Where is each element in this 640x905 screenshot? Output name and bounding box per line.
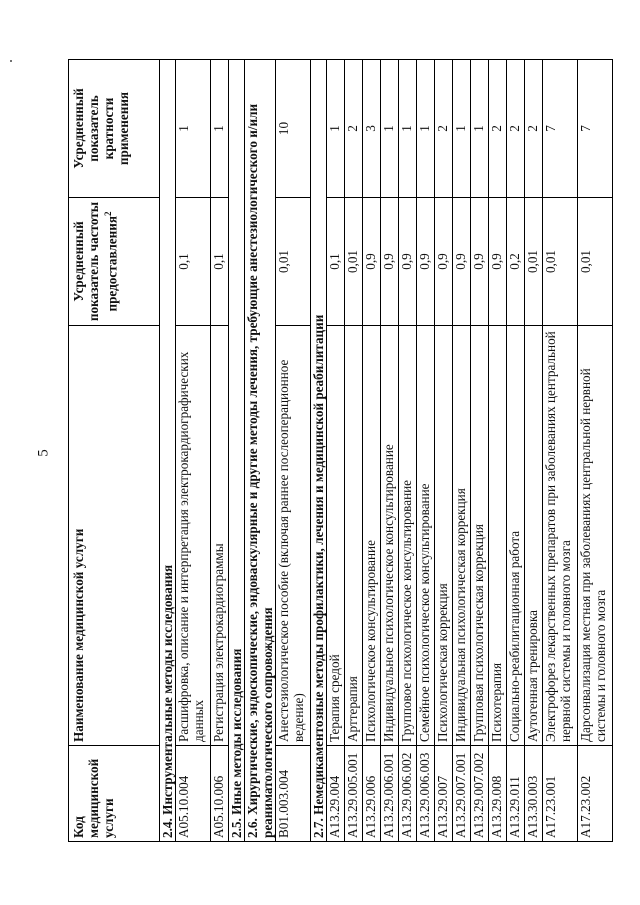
service-name: Групповое психологическое консультирование	[399, 326, 417, 746]
service-name: Регистрация электрокардиограммы	[211, 326, 229, 746]
frequency-value: 0,01	[543, 198, 578, 326]
table-row	[399, 60, 417, 842]
header-frequency-footnote: 2	[103, 211, 113, 216]
multiplicity-value: 2	[435, 60, 453, 198]
frequency-value: 0,01	[345, 198, 363, 326]
multiplicity-value: 1	[381, 60, 399, 198]
page-number: 5	[35, 449, 52, 457]
header-name: Наименование медицинской услуги	[69, 326, 160, 746]
service-name: Семейное психологическое консультирование	[417, 326, 435, 746]
service-code: A13.29.007	[435, 746, 453, 842]
service-name: Электрофорез лекарственных препаратов при заболеваниях центральной нервной системы и головного мозга	[543, 326, 578, 746]
multiplicity-value: 1	[327, 60, 345, 198]
multiplicity-value: 3	[363, 60, 381, 198]
header-multiplicity: Усредненный показатель кратности применения	[69, 60, 160, 198]
service-name: Аутогенная тренировка	[525, 326, 543, 746]
table-body	[160, 60, 613, 842]
service-name: Терапия средой	[327, 326, 345, 746]
service-name: Расшифровка, описание и интерпретация электрокардиографических данных	[176, 326, 211, 746]
table-row	[453, 60, 471, 842]
table-header-row	[69, 60, 160, 842]
rotated-page-content	[68, 60, 622, 842]
multiplicity-value: 1	[417, 60, 435, 198]
frequency-value: 0,01	[525, 198, 543, 326]
multiplicity-value: 2	[525, 60, 543, 198]
table-row	[578, 60, 613, 842]
scan-artifact	[10, 60, 12, 62]
frequency-value: 0,9	[471, 198, 489, 326]
table-row	[276, 60, 311, 842]
frequency-value: 0,9	[435, 198, 453, 326]
multiplicity-value: 1	[211, 60, 229, 198]
service-name: Анестезиологическое пособие (включая раннее послеоперационное ведение)	[276, 326, 311, 746]
multiplicity-value: 10	[276, 60, 311, 198]
table-row	[435, 60, 453, 842]
multiplicity-value: 1	[176, 60, 211, 198]
table-row	[211, 60, 229, 842]
service-code: A13.29.007.002	[471, 746, 489, 842]
medical-services-table	[68, 59, 613, 842]
service-name: Психологическое консультирование	[363, 326, 381, 746]
service-code: A13.29.006.003	[417, 746, 435, 842]
section-header-row	[229, 60, 245, 842]
service-code: A13.29.006.002	[399, 746, 417, 842]
header-code: Код медицинской услуги	[69, 746, 160, 842]
frequency-value: 0,9	[399, 198, 417, 326]
multiplicity-value: 1	[453, 60, 471, 198]
frequency-value: 0,2	[507, 198, 525, 326]
service-code: A13.30.003	[525, 746, 543, 842]
section-header-row	[245, 60, 276, 842]
frequency-value: 0,9	[417, 198, 435, 326]
frequency-value: 0,9	[363, 198, 381, 326]
service-name: Психологическая коррекция	[435, 326, 453, 746]
section-header-row	[160, 60, 176, 842]
frequency-value: 0,9	[489, 198, 507, 326]
service-code: B01.003.004	[276, 746, 311, 842]
multiplicity-value: 1	[399, 60, 417, 198]
service-name: Групповая психологическая коррекция	[471, 326, 489, 746]
table-row	[363, 60, 381, 842]
multiplicity-value: 2	[489, 60, 507, 198]
service-code: A13.29.004	[327, 746, 345, 842]
service-name: Индивидуальное психологическое консультирование	[381, 326, 399, 746]
multiplicity-value: 7	[578, 60, 613, 198]
service-name: Социально-реабилитационная работа	[507, 326, 525, 746]
service-code: A13.29.005.001	[345, 746, 363, 842]
section-title: 2.5. Иные методы исследования	[229, 60, 245, 842]
section-title: 2.4. Инструментальные методы исследования	[160, 60, 176, 842]
header-frequency	[69, 198, 160, 326]
service-code: A17.23.001	[543, 746, 578, 842]
multiplicity-value: 2	[507, 60, 525, 198]
multiplicity-value: 1	[471, 60, 489, 198]
frequency-value: 0,1	[176, 198, 211, 326]
service-code: A13.29.007.001	[453, 746, 471, 842]
table-row	[471, 60, 489, 842]
service-name: Индивидуальная психологическая коррекция	[453, 326, 471, 746]
multiplicity-value: 7	[543, 60, 578, 198]
table-row	[525, 60, 543, 842]
service-code: A13.29.006.001	[381, 746, 399, 842]
service-name: Арттерапия	[345, 326, 363, 746]
service-code: A17.23.002	[578, 746, 613, 842]
table-row	[417, 60, 435, 842]
service-name: Психотерапия	[489, 326, 507, 746]
table-row	[489, 60, 507, 842]
table-row	[345, 60, 363, 842]
section-title: 2.7. Немедикаментозные методы профилактики, лечения и медицинской реабилитации	[311, 60, 327, 842]
table-row	[176, 60, 211, 842]
section-title: 2.6. Хирургические, эндоскопические, эндоваскулярные и другие методы лечения, требующие анестезиологического и/или реаниматологического сопровождения	[245, 60, 276, 842]
service-code: A05.10.006	[211, 746, 229, 842]
service-name: Дарсонвализация местная при заболеваниях центральной нервной системы и головного мозга	[578, 326, 613, 746]
frequency-value: 0,1	[211, 198, 229, 326]
table-row	[381, 60, 399, 842]
frequency-value: 0,1	[327, 198, 345, 326]
service-code: A05.10.004	[176, 746, 211, 842]
service-code: A13.29.011	[507, 746, 525, 842]
frequency-value: 0,01	[578, 198, 613, 326]
section-header-row	[311, 60, 327, 842]
frequency-value: 0,9	[381, 198, 399, 326]
service-code: A13.29.008	[489, 746, 507, 842]
frequency-value: 0,9	[453, 198, 471, 326]
header-frequency-text: Усредненный показатель частоты предоставления	[71, 201, 120, 322]
table-row	[327, 60, 345, 842]
multiplicity-value: 2	[345, 60, 363, 198]
table-row	[543, 60, 578, 842]
frequency-value: 0,01	[276, 198, 311, 326]
table-row	[507, 60, 525, 842]
service-code: A13.29.006	[363, 746, 381, 842]
